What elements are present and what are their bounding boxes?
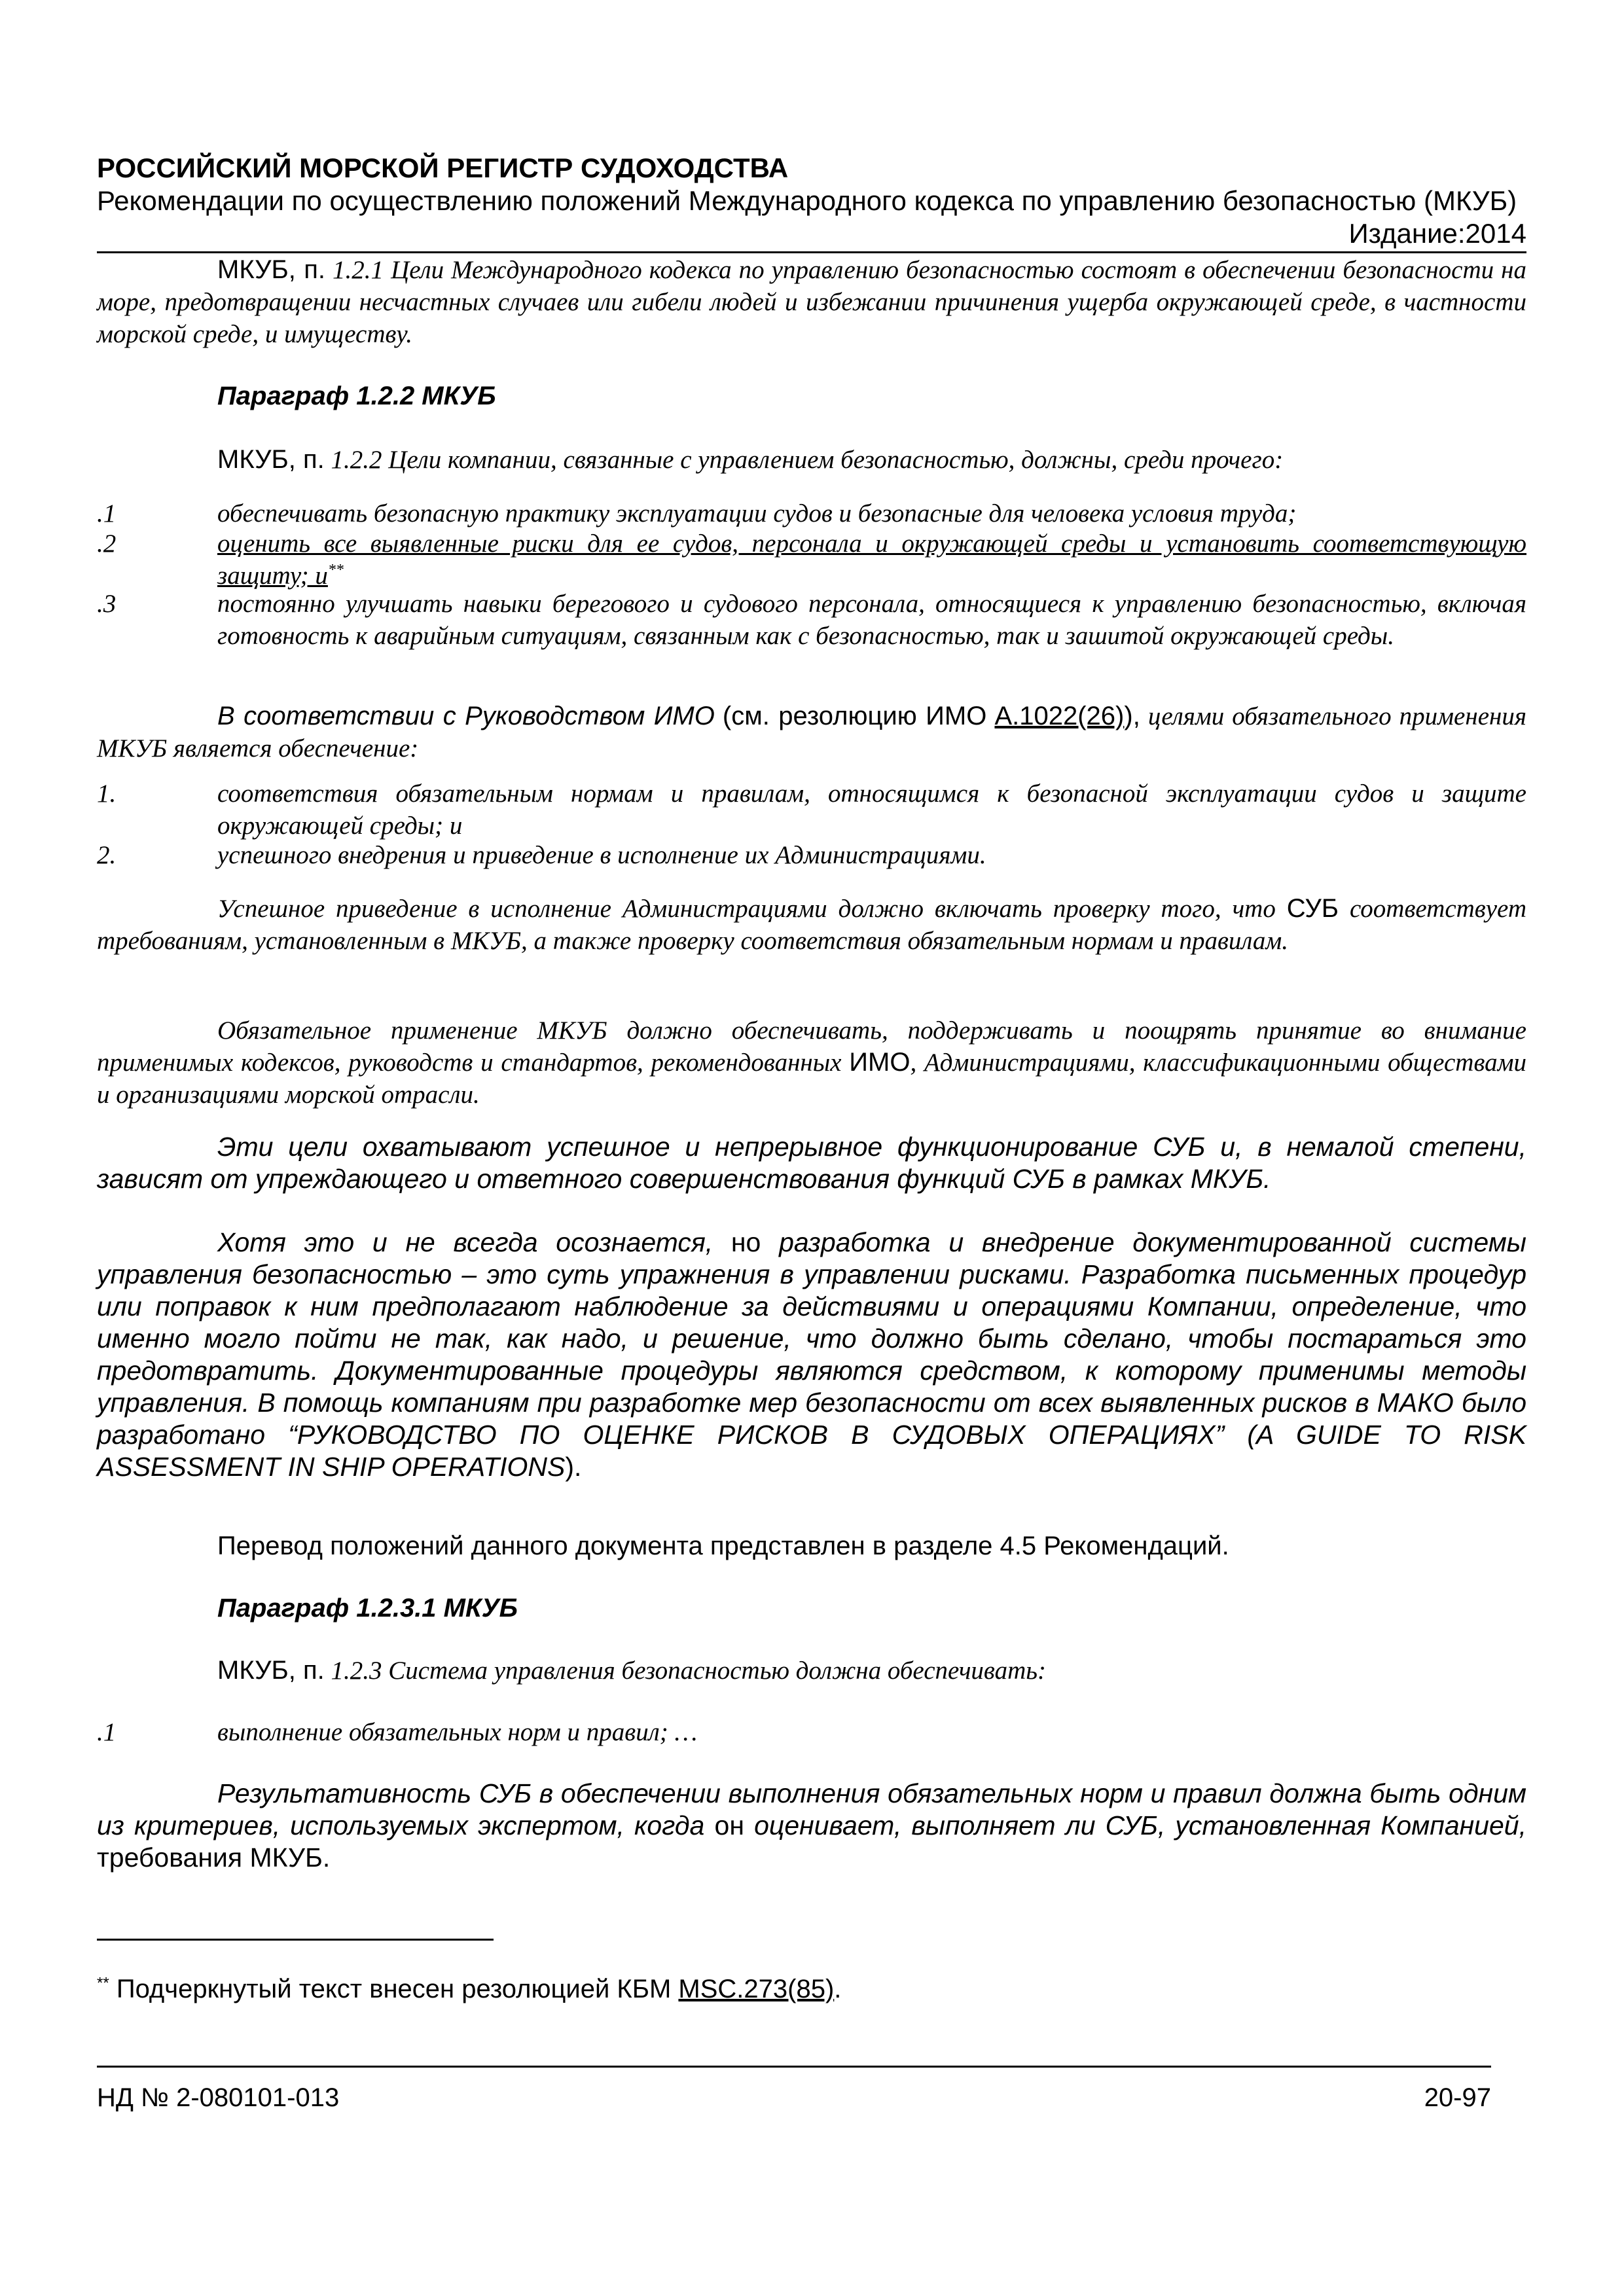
organization-name: РОССИЙСКИЙ МОРСКОЙ РЕГИСТР СУДОХОДСТВА (97, 152, 789, 183)
list-text: успешного внедрения и приведение в исполнение их Администрациями. (217, 841, 986, 869)
paragraph-text: Успешное приведение в исполнение Администрациями должно включать проверку того, что (217, 895, 1276, 923)
section-heading: Параграф 1.2.3.1 МКУБ (217, 1594, 518, 1623)
list-number: .3 (97, 590, 117, 618)
footnote-marker: ** (97, 1974, 109, 1992)
paragraph-text: Обязательное применение МКУБ должно обеспечивать, поддерживать и поощрять принятие во внимание применимых кодексов, руководств и стандартов, рекомендованных (97, 1016, 1526, 1077)
list-text-underlined: оценить все выявленные риски для ее судов, персонала и окружающей среды и установить соответствующую защиту; и (217, 529, 1526, 590)
document-number: НД № 2-080101-013 (97, 2083, 340, 2112)
section-heading: Параграф 1.2.2 МКУБ (217, 382, 496, 410)
list-number: 1. (97, 780, 117, 808)
paragraph-text: Цели Международного кодекса по управлению безопасностью состоят в обеспечении безопасности на море, предотвращении несчастных случаев или гибели людей и избежании причинения ущерба окружающей среде, в частности морской среде, и имуществу. (97, 256, 1527, 348)
footnote-link[interactable]: MSC.273(85) (678, 1975, 835, 2003)
edition-label: Издание:2014 (1348, 218, 1526, 249)
list-item (97, 1716, 1526, 1748)
paragraph-enforcement (97, 893, 1526, 957)
ism-ref-number: 1.2.3 (331, 1657, 382, 1685)
list-text: обеспечивать безопасную практику эксплуатации судов и безопасные для человека условия труда; (217, 499, 1297, 528)
page-header (97, 152, 1526, 250)
footnote-marker: ** (327, 562, 344, 579)
paragraph-translation-note: Перевод положений данного документа представлен в разделе 4.5 Рекомендаций. (217, 1532, 1229, 1560)
list-item (97, 839, 1526, 871)
page-number: 20-97 (1424, 2083, 1491, 2112)
list-item (97, 778, 1526, 842)
document-title: Рекомендации по осуществлению положений Международного кодекса по управлению безопасностью (МКУБ) (97, 185, 1517, 216)
paragraph-text: целями обязательного применения МКУБ является обеспечение: (97, 702, 1527, 762)
list-text: постоянно улучшать навыки берегового и судового персонала, относящиеся к управлению безопасностью, включая готовность к аварийным ситуациям, связанным как с безопасностью, так и зашитой окружающей среды. (217, 590, 1526, 650)
footnote (97, 1973, 841, 2005)
header-rule (97, 251, 1526, 253)
paragraph-ref: (см. резолюцию ИМО (722, 702, 987, 730)
footer-rule (97, 2066, 1491, 2068)
paragraph-text: Компанией, (1380, 1810, 1526, 1840)
list-item (97, 497, 1526, 529)
footnote-end: . (834, 1975, 842, 2003)
ism-ref-label: МКУБ, п. (217, 445, 325, 474)
paragraph-mandatory-application (97, 1014, 1526, 1111)
paragraph-ism-1-2-2 (97, 444, 1526, 476)
footnote-separator (97, 1939, 494, 1941)
paragraph-text: Хотя это и не всегда осознается, (217, 1227, 713, 1257)
paragraph-text: он (714, 1810, 744, 1840)
ism-ref-number: 1.2.1 (333, 256, 384, 284)
paragraph-ism-1-2-1 (97, 254, 1526, 350)
paragraph-imo-guidance (97, 700, 1526, 764)
imo-term: ИМО (849, 1048, 911, 1077)
list-text: выполнение обязательных норм и правил; … (217, 1718, 698, 1746)
list-item (97, 588, 1526, 652)
paragraph-ref-close: ), (1124, 702, 1140, 730)
list-number: .2 (97, 529, 117, 558)
sms-term: СУБ (1286, 894, 1339, 923)
list-number: .1 (97, 499, 117, 528)
paragraph-text: ). (565, 1452, 582, 1482)
paragraph-text: требования МКУБ. (97, 1842, 331, 1873)
paragraph-text: , Администрациями, классификационными обществами и организациями морской отрасли. (97, 1049, 1526, 1109)
paragraph-lead: В соответствии с Руководством ИМО (217, 702, 715, 730)
list-number: 2. (97, 841, 117, 869)
list-number: .1 (97, 1718, 117, 1746)
paragraph-text: соответствует требованиям, установленным в МКУБ, а также проверку соответствия обязательным нормам и правилам. (97, 895, 1527, 955)
paragraph-effectiveness (97, 1778, 1526, 1874)
paragraph-text: оценивает, выполняет ли СУБ, установленная (754, 1810, 1371, 1840)
paragraph-text: разработка и внедрение документированной системы управления безопасностью – это суть упражнения в управлении рисками. Разработка письменных процедур или поправок к ним предполагают наблюдение за действиями и операциями Компании, определение, что именно могло пойти не так, как надо, и решение, что должно быть сделано, чтобы постараться это предотвратить. Документированные процедуры являются средством, к которому применимы методы управления. В помощь компаниям при разработке мер безопасности от всех выявленных рисков в МАКО было разработано “РУКОВОДСТВО ПО ОЦЕНКЕ РИСКОВ В СУДОВЫХ ОПЕРАЦИЯХ” (A GUIDE TO RISK ASSESSMENT IN SHIP OPERATIONS (97, 1227, 1526, 1482)
footnote-text: Подчеркнутый текст внесен резолюцией КБМ (116, 1975, 672, 2003)
paragraph-risk-management (97, 1227, 1526, 1483)
resolution-link[interactable]: A.1022(26) (994, 702, 1125, 730)
list-text: соответствия обязательным нормам и правилам, относящимся к безопасной эксплуатации судов и защите окружающей среды; и (217, 780, 1526, 840)
ism-ref-number: 1.2.2 (331, 446, 382, 474)
paragraph-text: Цели компании, связанные с управлением безопасностью, должны, среди прочего: (388, 446, 1284, 474)
paragraph-text: Результативность СУБ в обеспечении выполнения обязательных норм и правил должна быть одним из критериев, используемых экспертом, когда (97, 1778, 1526, 1840)
paragraph-goals: Эти цели охватывают успешное и непрерывное функционирование СУБ и, в немалой степени, зависят от упреждающего и ответного совершенствования функций СУБ в рамках МКУБ. (97, 1132, 1526, 1194)
paragraph-text: но (731, 1227, 761, 1257)
paragraph-ism-1-2-3 (97, 1655, 1526, 1687)
ism-ref-label: МКУБ, п. (217, 1656, 325, 1685)
ism-ref-label: МКУБ, п. (217, 255, 325, 284)
paragraph-text: Система управления безопасностью должна обеспечивать: (388, 1657, 1046, 1685)
list-item (97, 528, 1526, 592)
